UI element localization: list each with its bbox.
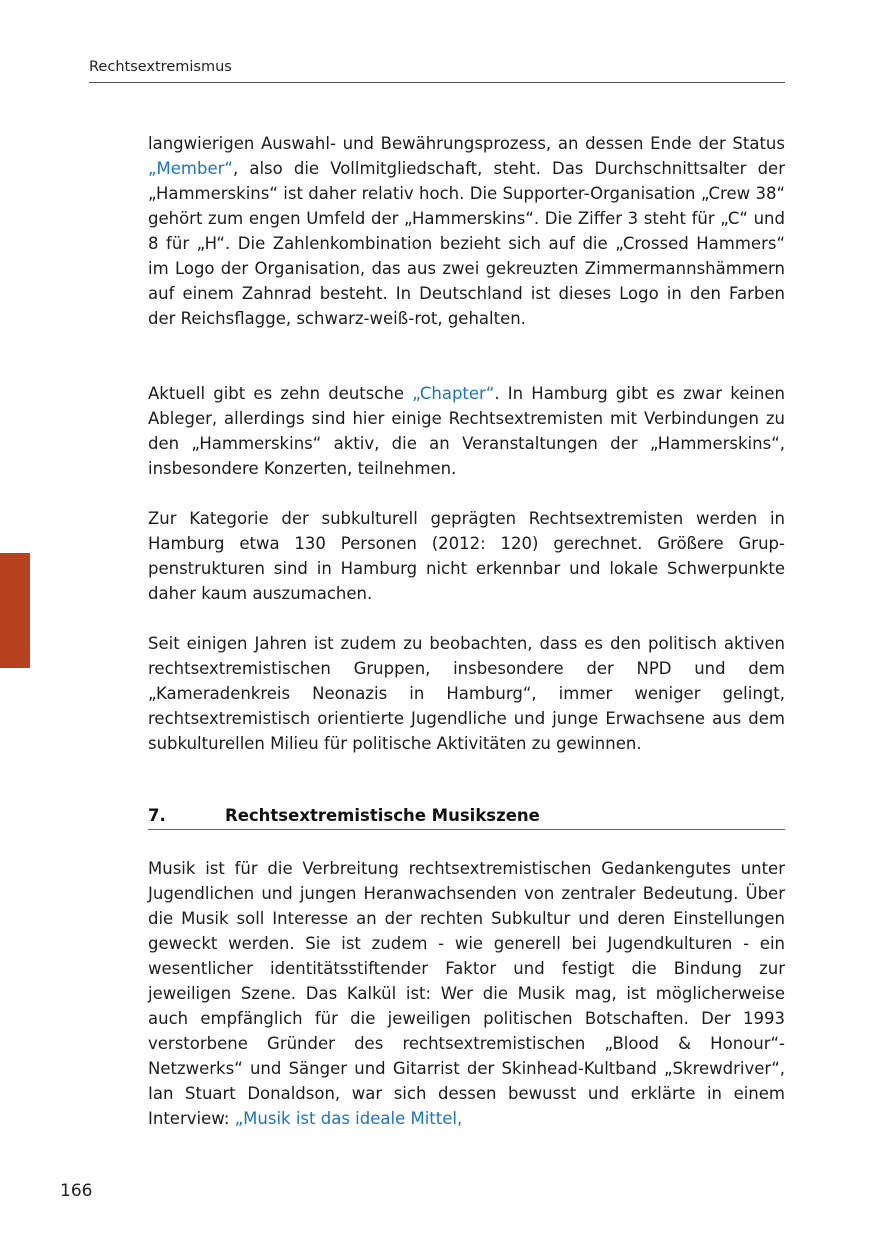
paragraph-hammerskins-membership	[148, 131, 785, 331]
running-header: Rechtsextremismus	[89, 59, 232, 75]
text-segment: . In Hamburg gibt es zwar keinen Ableger, allerdings sind hier einige Rechtsextremisten mit Verbindungen zu den „Hammerskins“ aktiv, die an Veranstaltungen der „Hammerskins“, insbesondere Konzerten, teilnehmen.	[148, 384, 785, 478]
paragraph-text: Seit einigen Jahren ist zudem zu beobachten, dass es den politisch aktiven rechtsextremistischen Gruppen, insbesondere der NPD und dem „Kameradenkreis Neonazis in Hamburg“, immer weniger gelingt, rechtsextremistisch orientierte Jugendliche und junge Erwachsene aus dem subkulturellen Milieu für politische Aktivitäten zu gewinnen.	[148, 634, 785, 753]
highlighted-term-chapter: „Chapter“	[412, 384, 495, 403]
paragraph-text: Zur Kategorie der subkulturell geprägten Rechtsextremisten werden in Hamburg etwa 130 Personen (2012: 120) gerechnet. Größere Gruppenstrukturen sind in Hamburg nicht erkennbar und lokale Schwerpunkte daher kaum auszumachen.	[148, 509, 785, 603]
section-number: 7.	[148, 806, 166, 825]
paragraph-music-scene	[148, 856, 785, 1131]
page-number: 166	[60, 1181, 93, 1201]
text-segment: langwierigen Auswahl- und Bewährungsprozess, an dessen Ende der Status	[148, 134, 785, 153]
highlighted-term-member: „Member“	[148, 159, 233, 178]
header-rule	[89, 82, 785, 83]
section-heading	[148, 803, 785, 830]
section-title: Rechtsextremistische Musikszene	[225, 806, 540, 825]
paragraph-subcultural-count	[148, 506, 785, 606]
highlighted-quote: „Musik ist das ideale Mittel,	[234, 1109, 463, 1128]
text-segment: Musik ist für die Verbreitung rechtsextremistischen Gedankengutes unter Jugendlichen und jungen Heranwachsenden von zentraler Bedeutung. Über die Musik soll Interesse an der rechten Subkultur und deren Einstellungen geweckt werden. Sie ist zudem - wie generell bei Jugendkulturen - ein wesentlicher identitätsstiftender Faktor und festigt die Bindung zur jeweiligen Szene. Das Kalkül ist: Wer die Musik mag, ist möglicherweise auch empfänglich für die jeweiligen politischen Botschaften. Der 1993 verstorbene Gründer des rechtsextremistischen „Blood & Honour“-Netzwerks“ und Sänger und Gitarrist der Skinhead-Kultband „Skrewdriver“, Ian Stuart Donaldson, war sich dessen bewusst und erklärte in einem Interview:	[148, 859, 785, 1128]
text-segment: Aktuell gibt es zehn deutsche	[148, 384, 413, 403]
text-segment: , also die Vollmitgliedschaft, steht. Das Durchschnittsalter der „Hammerskins“ ist daher relativ hoch. Die Supporter-Organisation „Crew 38“ gehört zum engen Umfeld der „Hammerskins“. Die Ziffer 3 steht für „C“ und 8 für „H“. Die Zahlenkombination bezieht sich auf die „Crossed Hammers“ im Logo der Organisation, das aus zwei gekreuzten Zimmermannshämmern auf einem Zahnrad besteht. In Deutschland ist dieses Logo in den Farben der Reichsflagge, schwarz-weiß-rot, gehalten.	[148, 159, 785, 328]
paragraph-chapters	[148, 381, 785, 481]
paragraph-political-groups	[148, 631, 785, 756]
chapter-side-tab	[0, 553, 30, 668]
